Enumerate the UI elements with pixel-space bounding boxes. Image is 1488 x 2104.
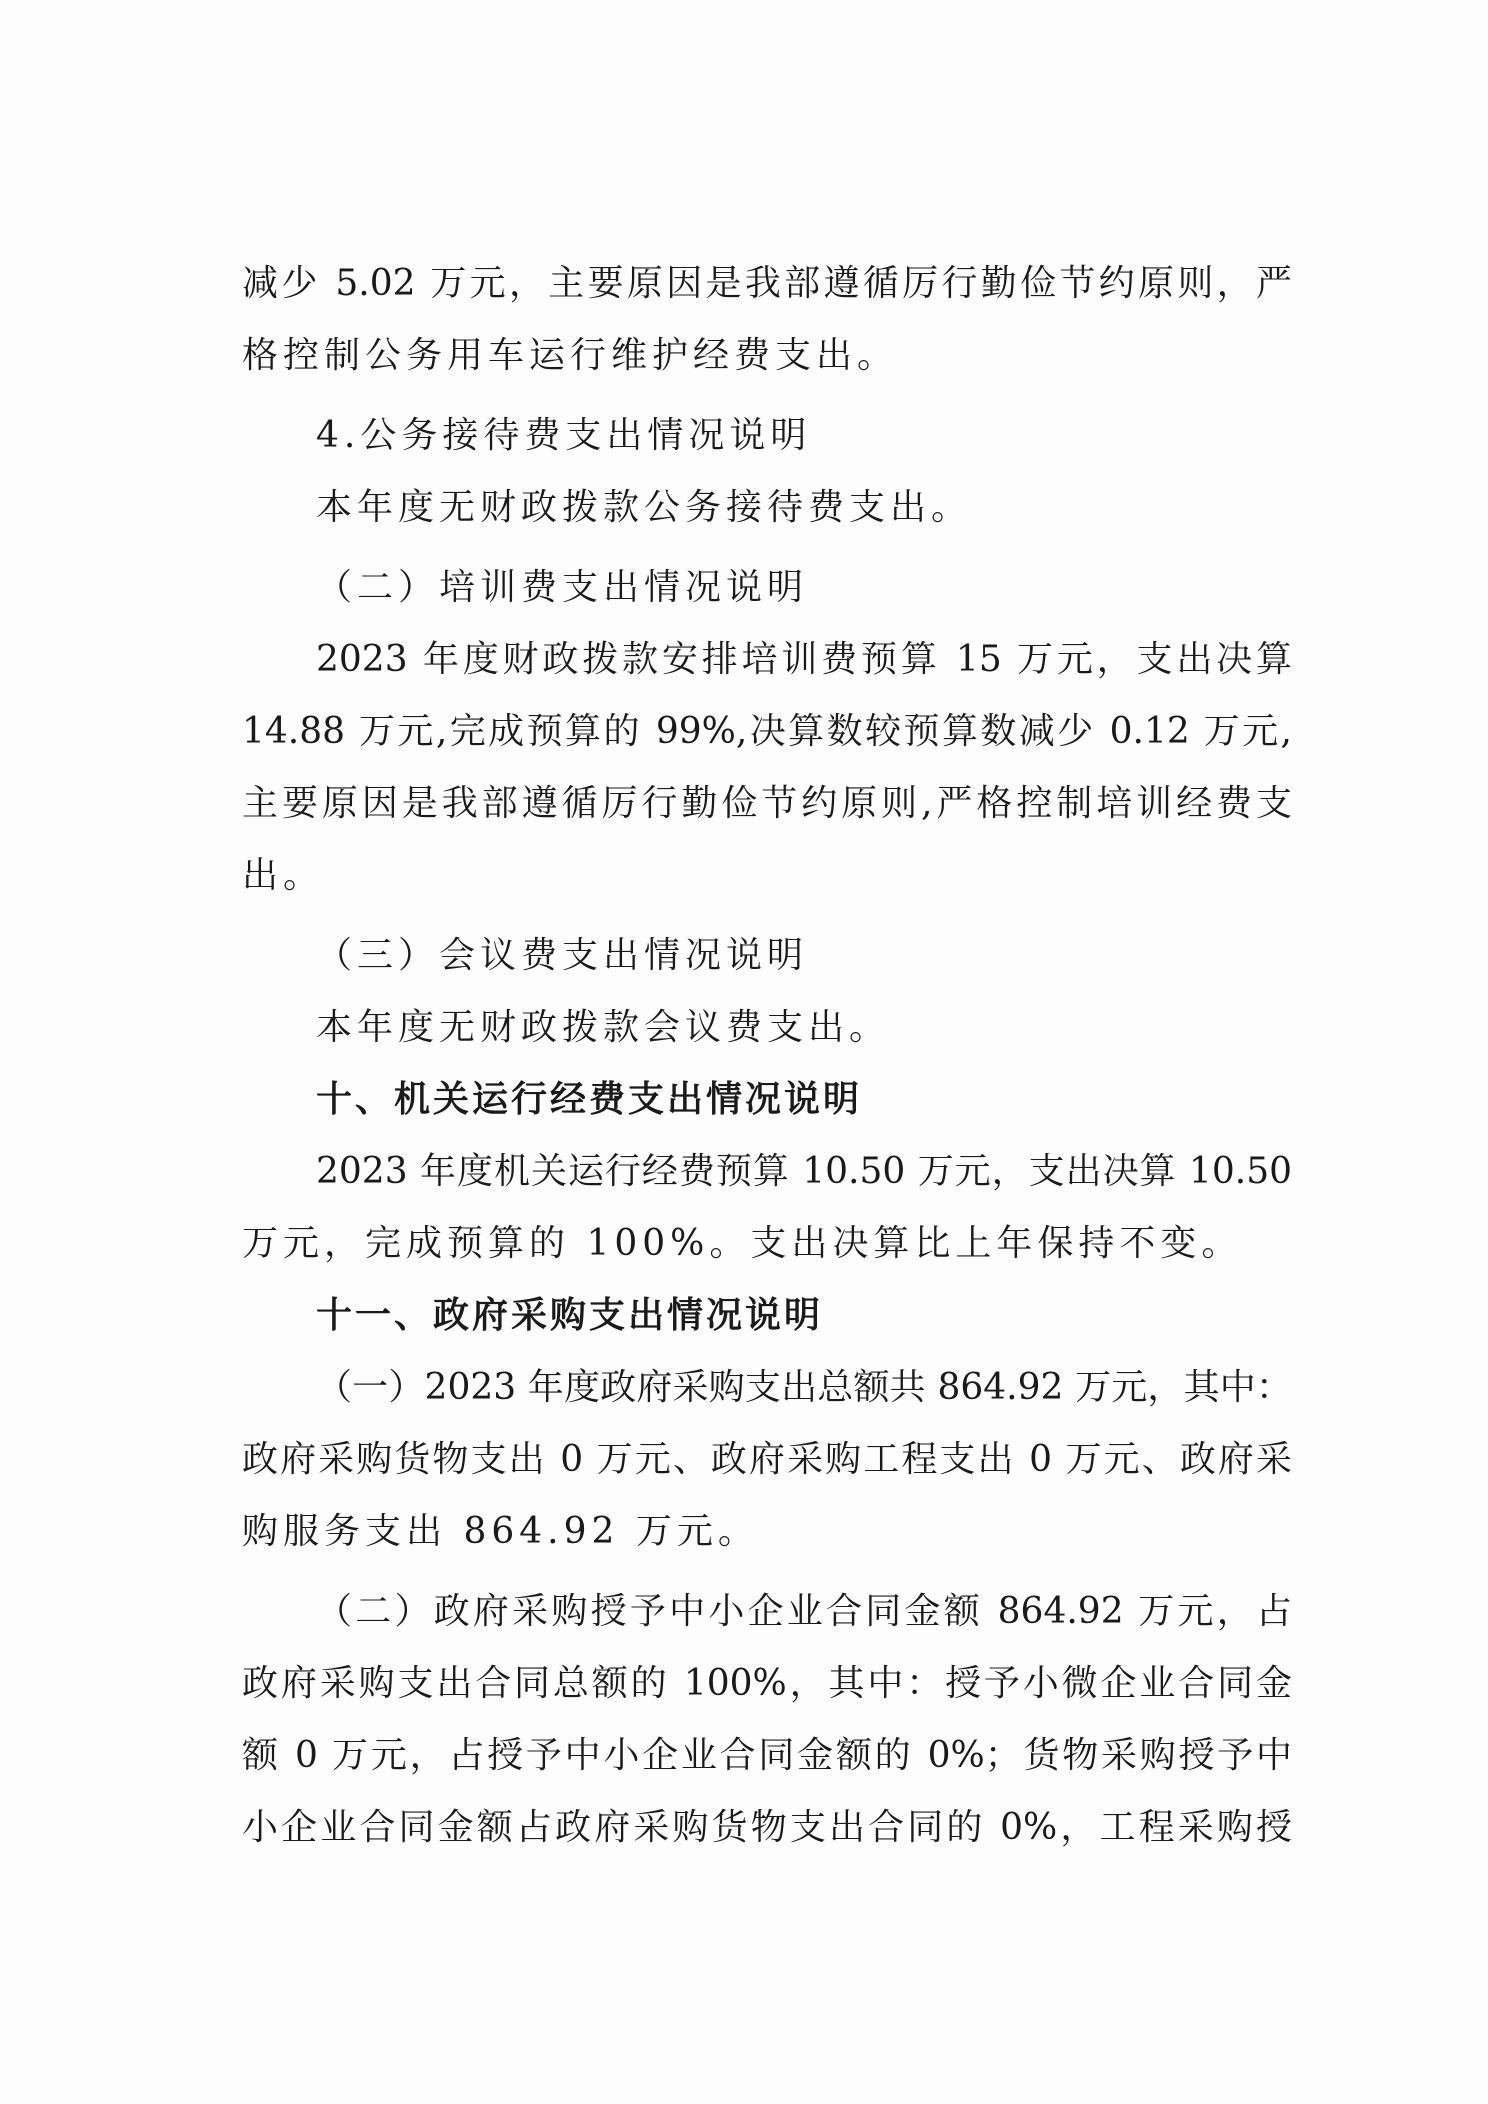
paragraph-line: 额 0 万元，占授予中小企业合同金额的 0%；货物采购授予中 — [242, 1735, 1292, 1776]
section-heading: 十、机关运行经费支出情况说明 — [316, 1079, 863, 1120]
paragraph-line: 格控制公务用车运行维护经费支出。 — [242, 335, 899, 376]
paragraph-line: 减少 5.02 万元，主要原因是我部遵循厉行勤俭节约原则，严 — [242, 263, 1292, 304]
paragraph-line: 2023 年度机关运行经费预算 10.50 万元，支出决算 10.50 — [316, 1151, 1292, 1192]
paragraph-line: 本年度无财政拨款公务接待费支出。 — [316, 487, 973, 528]
paragraph-line: 本年度无财政拨款会议费支出。 — [316, 1007, 891, 1048]
paragraph-line: （一）2023 年度政府采购支出总额共 864.92 万元，其中： — [316, 1367, 1292, 1408]
paragraph-line: 小企业合同金额占政府采购货物支出合同的 0%，工程采购授 — [242, 1807, 1292, 1848]
document-body — [242, 248, 1292, 1864]
paragraph-line: 14.88 万元,完成预算的 99%,决算数较预算数减少 0.12 万元, — [242, 711, 1292, 752]
section-heading: 十一、政府采购支出情况说明 — [316, 1295, 824, 1336]
paragraph-line: 政府采购支出合同总额的 100%，其中：授予小微企业合同金 — [242, 1663, 1292, 1704]
paragraph-line: 购服务支出 864.92 万元。 — [242, 1511, 759, 1552]
subsection-heading: （二）培训费支出情况说明 — [316, 567, 809, 608]
paragraph-line: 万元，完成预算的 100%。支出决算比上年保持不变。 — [242, 1223, 1243, 1264]
paragraph-line: 出。 — [242, 855, 325, 896]
paragraph-line: 主要原因是我部遵循厉行勤俭节约原则,严格控制培训经费支 — [242, 783, 1292, 824]
paragraph-line: 政府采购货物支出 0 万元、政府采购工程支出 0 万元、政府采 — [242, 1439, 1292, 1480]
paragraph-line: 2023 年度财政拨款安排培训费预算 15 万元，支出决算 — [316, 639, 1292, 680]
subsection-heading: （三）会议费支出情况说明 — [316, 935, 809, 976]
subsection-heading: 4.公务接待费支出情况说明 — [316, 415, 812, 456]
paragraph-line: （二）政府采购授予中小企业合同金额 864.92 万元，占 — [316, 1591, 1292, 1632]
